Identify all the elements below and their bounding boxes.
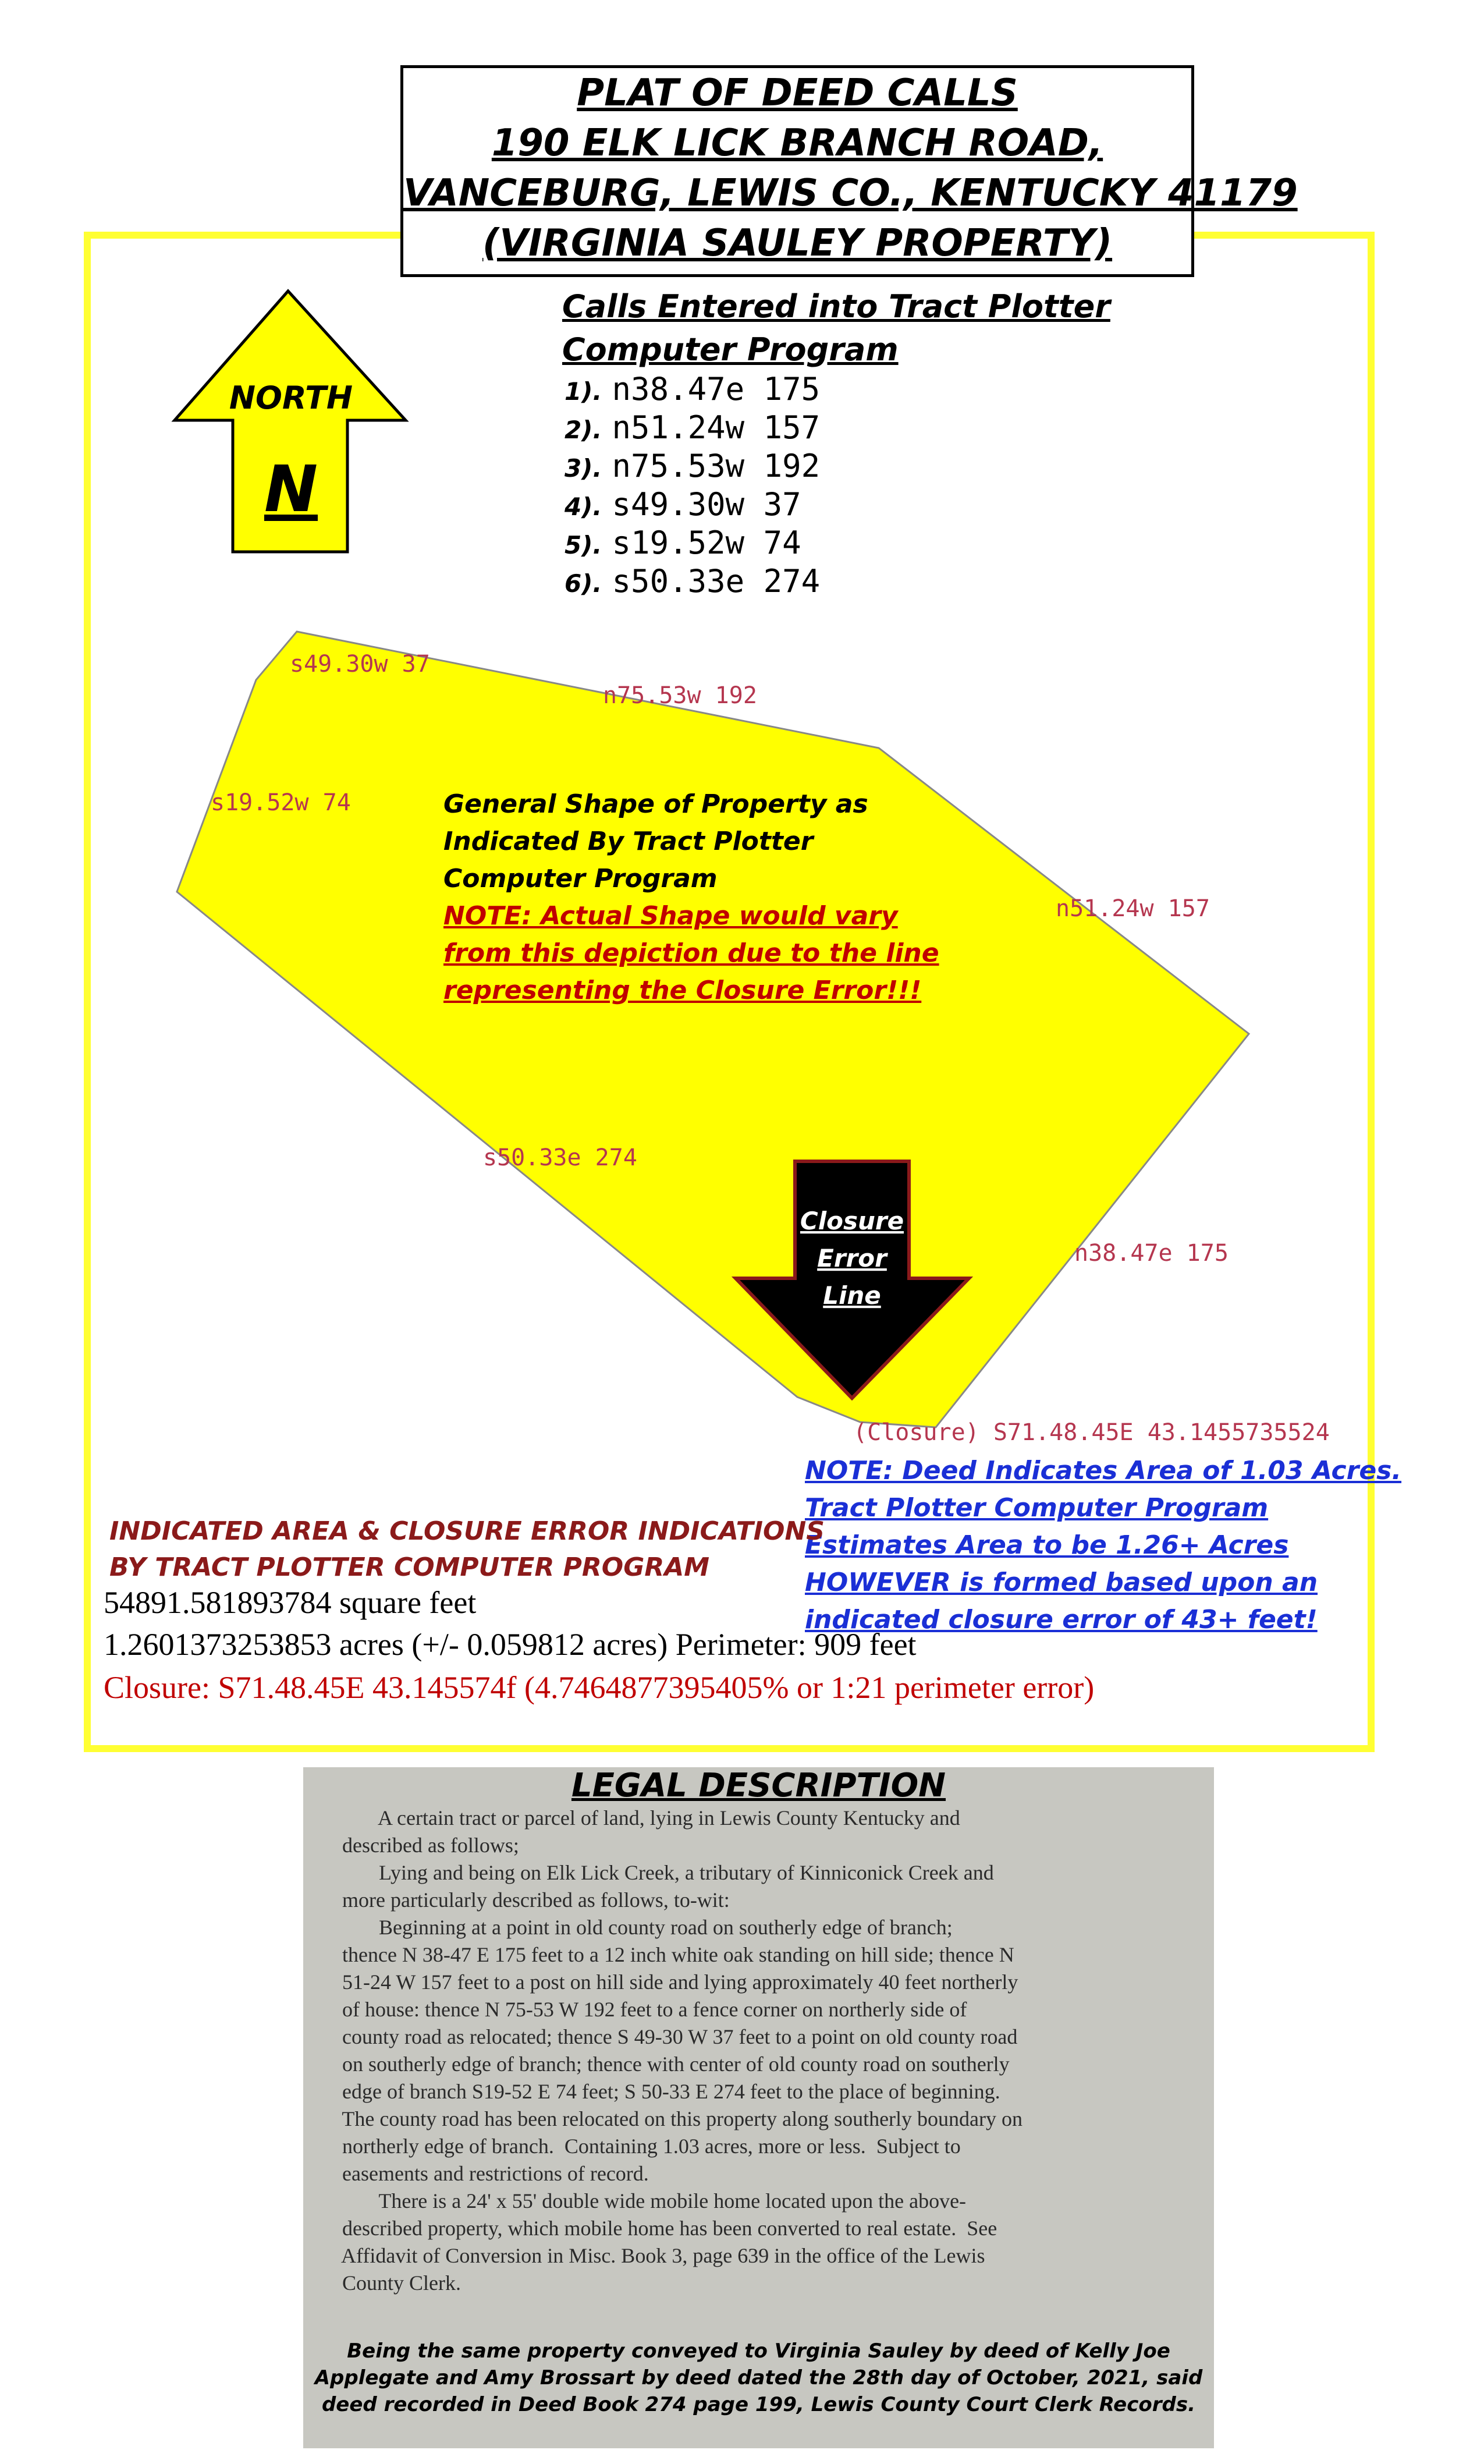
- legal-footer-line: Applegate and Amy Brossart by deed dated the 28th day of October, 2021, said: [314, 2366, 1203, 2389]
- call-number: 6).: [565, 569, 602, 598]
- legal-line: easements and restrictions of record.: [326, 2162, 649, 2185]
- closure-arrow-line-1: Closure: [800, 1207, 904, 1235]
- note-line: General Shape of Property as: [443, 789, 868, 819]
- call-number: 3).: [565, 454, 602, 483]
- legal-line: on southerly edge of branch; thence with center of old county road on southerly: [326, 2052, 1010, 2076]
- course-label: s50.33e 274: [483, 1144, 637, 1171]
- results-heading-line-1: INDICATED AREA & CLOSURE ERROR INDICATIONS: [109, 1516, 825, 1546]
- note-line: Estimates Area to be 1.26+ Acres: [805, 1530, 1289, 1560]
- call-value: s49.30w 37: [612, 486, 801, 523]
- course-label: n75.53w 192: [603, 682, 757, 709]
- legal-title: LEGAL DESCRIPTION: [571, 1767, 946, 1804]
- note-line: Tract Plotter Computer Program: [805, 1493, 1269, 1523]
- call-item: [565, 370, 820, 411]
- course-label: n51.24w 157: [1056, 895, 1210, 922]
- note-line: NOTE: Deed Indicates Area of 1.03 Acres.: [805, 1456, 1402, 1486]
- result-acres: 1.2601373253853 acres (+/- 0.059812 acres) Perimeter: 909 feet: [104, 1627, 917, 1662]
- closure-arrow-line-3: Line: [823, 1281, 881, 1310]
- property-polygon: [177, 632, 1249, 1427]
- legal-description-panel: [303, 1767, 1214, 2448]
- call-value: n38.47e 175: [612, 371, 821, 407]
- legal-line: 51-24 W 157 feet to a post on hill side and lying approximately 40 feet northerly: [326, 1970, 1018, 1994]
- legal-line: described as follows;: [326, 1834, 519, 1857]
- note-warning-line: from this depiction due to the line: [443, 938, 939, 968]
- closure-arrow-line-2: Error: [817, 1244, 887, 1272]
- legal-line: more particularly described as follows, to-wit:: [326, 1888, 730, 1912]
- calls-heading-line-1: Calls Entered into Tract Plotter: [562, 288, 1110, 325]
- note-line: Indicated By Tract Plotter: [443, 827, 814, 856]
- note-line: indicated closure error of 43+ feet!: [805, 1605, 1318, 1635]
- call-item: [565, 562, 820, 603]
- course-label: s49.30w 37: [290, 651, 430, 678]
- legal-line: northerly edge of branch. Containing 1.03 acres, more or less. Subject to: [326, 2135, 961, 2158]
- call-item: [565, 447, 820, 488]
- north-arrow-letter: N: [264, 452, 318, 526]
- calls-heading: [562, 285, 1110, 371]
- north-arrow-label: NORTH: [229, 380, 353, 416]
- call-value: s19.52w 74: [612, 524, 801, 561]
- legal-line: edge of branch S19-52 E 74 feet; S 50-33 E 274 feet to the place of beginning.: [326, 2080, 1000, 2103]
- legal-footer-line: deed recorded in Deed Book 274 page 199, Lewis County Court Clerk Records.: [321, 2393, 1196, 2416]
- call-number: 5).: [565, 531, 602, 559]
- title-line-2: 190 ELK LICK BRANCH ROAD,: [491, 122, 1103, 165]
- note-warning-line: representing the Closure Error!!!: [443, 976, 922, 1005]
- call-item: [565, 485, 801, 526]
- deed-area-note: [805, 1452, 1401, 1639]
- title-line-4: (VIRGINIA SAULEY PROPERTY): [482, 222, 1113, 265]
- legal-line: thence N 38-47 E 175 feet to a 12 inch white oak standing on hill side; thence N: [326, 1943, 1014, 1966]
- course-label: n38.47e 175: [1074, 1240, 1229, 1267]
- calls-heading-line-2: Computer Program: [562, 331, 899, 368]
- legal-line: Lying and being on Elk Lick Creek, a tributary of Kinniconick Creek and: [326, 1861, 994, 1884]
- call-value: s50.33e 274: [612, 563, 821, 600]
- general-shape-note: [443, 786, 939, 1009]
- legal-line: A certain tract or parcel of land, lying in Lewis County Kentucky and: [326, 1806, 960, 1830]
- note-line: HOWEVER is formed based upon an: [805, 1568, 1318, 1597]
- legal-line: There is a 24' x 55' double wide mobile home located upon the above-: [326, 2189, 967, 2213]
- title-line-1: PLAT OF DEED CALLS: [577, 72, 1018, 115]
- call-item: [565, 409, 820, 449]
- call-item: [565, 524, 801, 565]
- legal-line: of house: thence N 75-53 W 192 feet to a fence corner on northerly side of: [326, 1998, 967, 2021]
- legal-line: County Clerk.: [326, 2271, 461, 2295]
- call-value: n75.53w 192: [612, 448, 821, 484]
- legal-line: The county road has been relocated on this property along southerly boundary on: [326, 2107, 1023, 2130]
- legal-line: Affidavit of Conversion in Misc. Book 3, page 639 in the office of the Lewis: [326, 2244, 985, 2267]
- result-closure: Closure: S71.48.45E 43.145574f (4.7464877395405% or 1:21 perimeter error): [104, 1670, 1095, 1705]
- legal-line: described property, which mobile home has been converted to real estate. See: [326, 2217, 997, 2240]
- call-number: 2).: [565, 416, 602, 444]
- results-heading: [109, 1513, 825, 1586]
- results-heading-line-2: BY TRACT PLOTTER COMPUTER PROGRAM: [109, 1552, 710, 1582]
- note-warning-line: NOTE: Actual Shape would vary: [443, 901, 898, 931]
- call-number: 4).: [565, 492, 602, 521]
- call-number: 1).: [565, 377, 602, 406]
- closure-label: (Closure) S71.48.45E 43.1455735524: [853, 1419, 1330, 1446]
- legal-line: county road as relocated; thence S 49-30 W 37 feet to a point on old county road: [326, 2025, 1018, 2048]
- title-line-3: VANCEBURG, LEWIS CO., KENTUCKY 41179: [403, 172, 1298, 215]
- course-label: s19.52w 74: [211, 789, 351, 816]
- result-square-feet: 54891.581893784 square feet: [104, 1585, 477, 1620]
- note-line: Computer Program: [443, 864, 718, 894]
- title-box: [400, 65, 1298, 277]
- call-value: n51.24w 157: [612, 409, 821, 446]
- legal-footer-line: Being the same property conveyed to Virginia Sauley by deed of Kelly Joe: [347, 2339, 1170, 2363]
- legal-line: Beginning at a point in old county road on southerly edge of branch;: [326, 1916, 953, 1939]
